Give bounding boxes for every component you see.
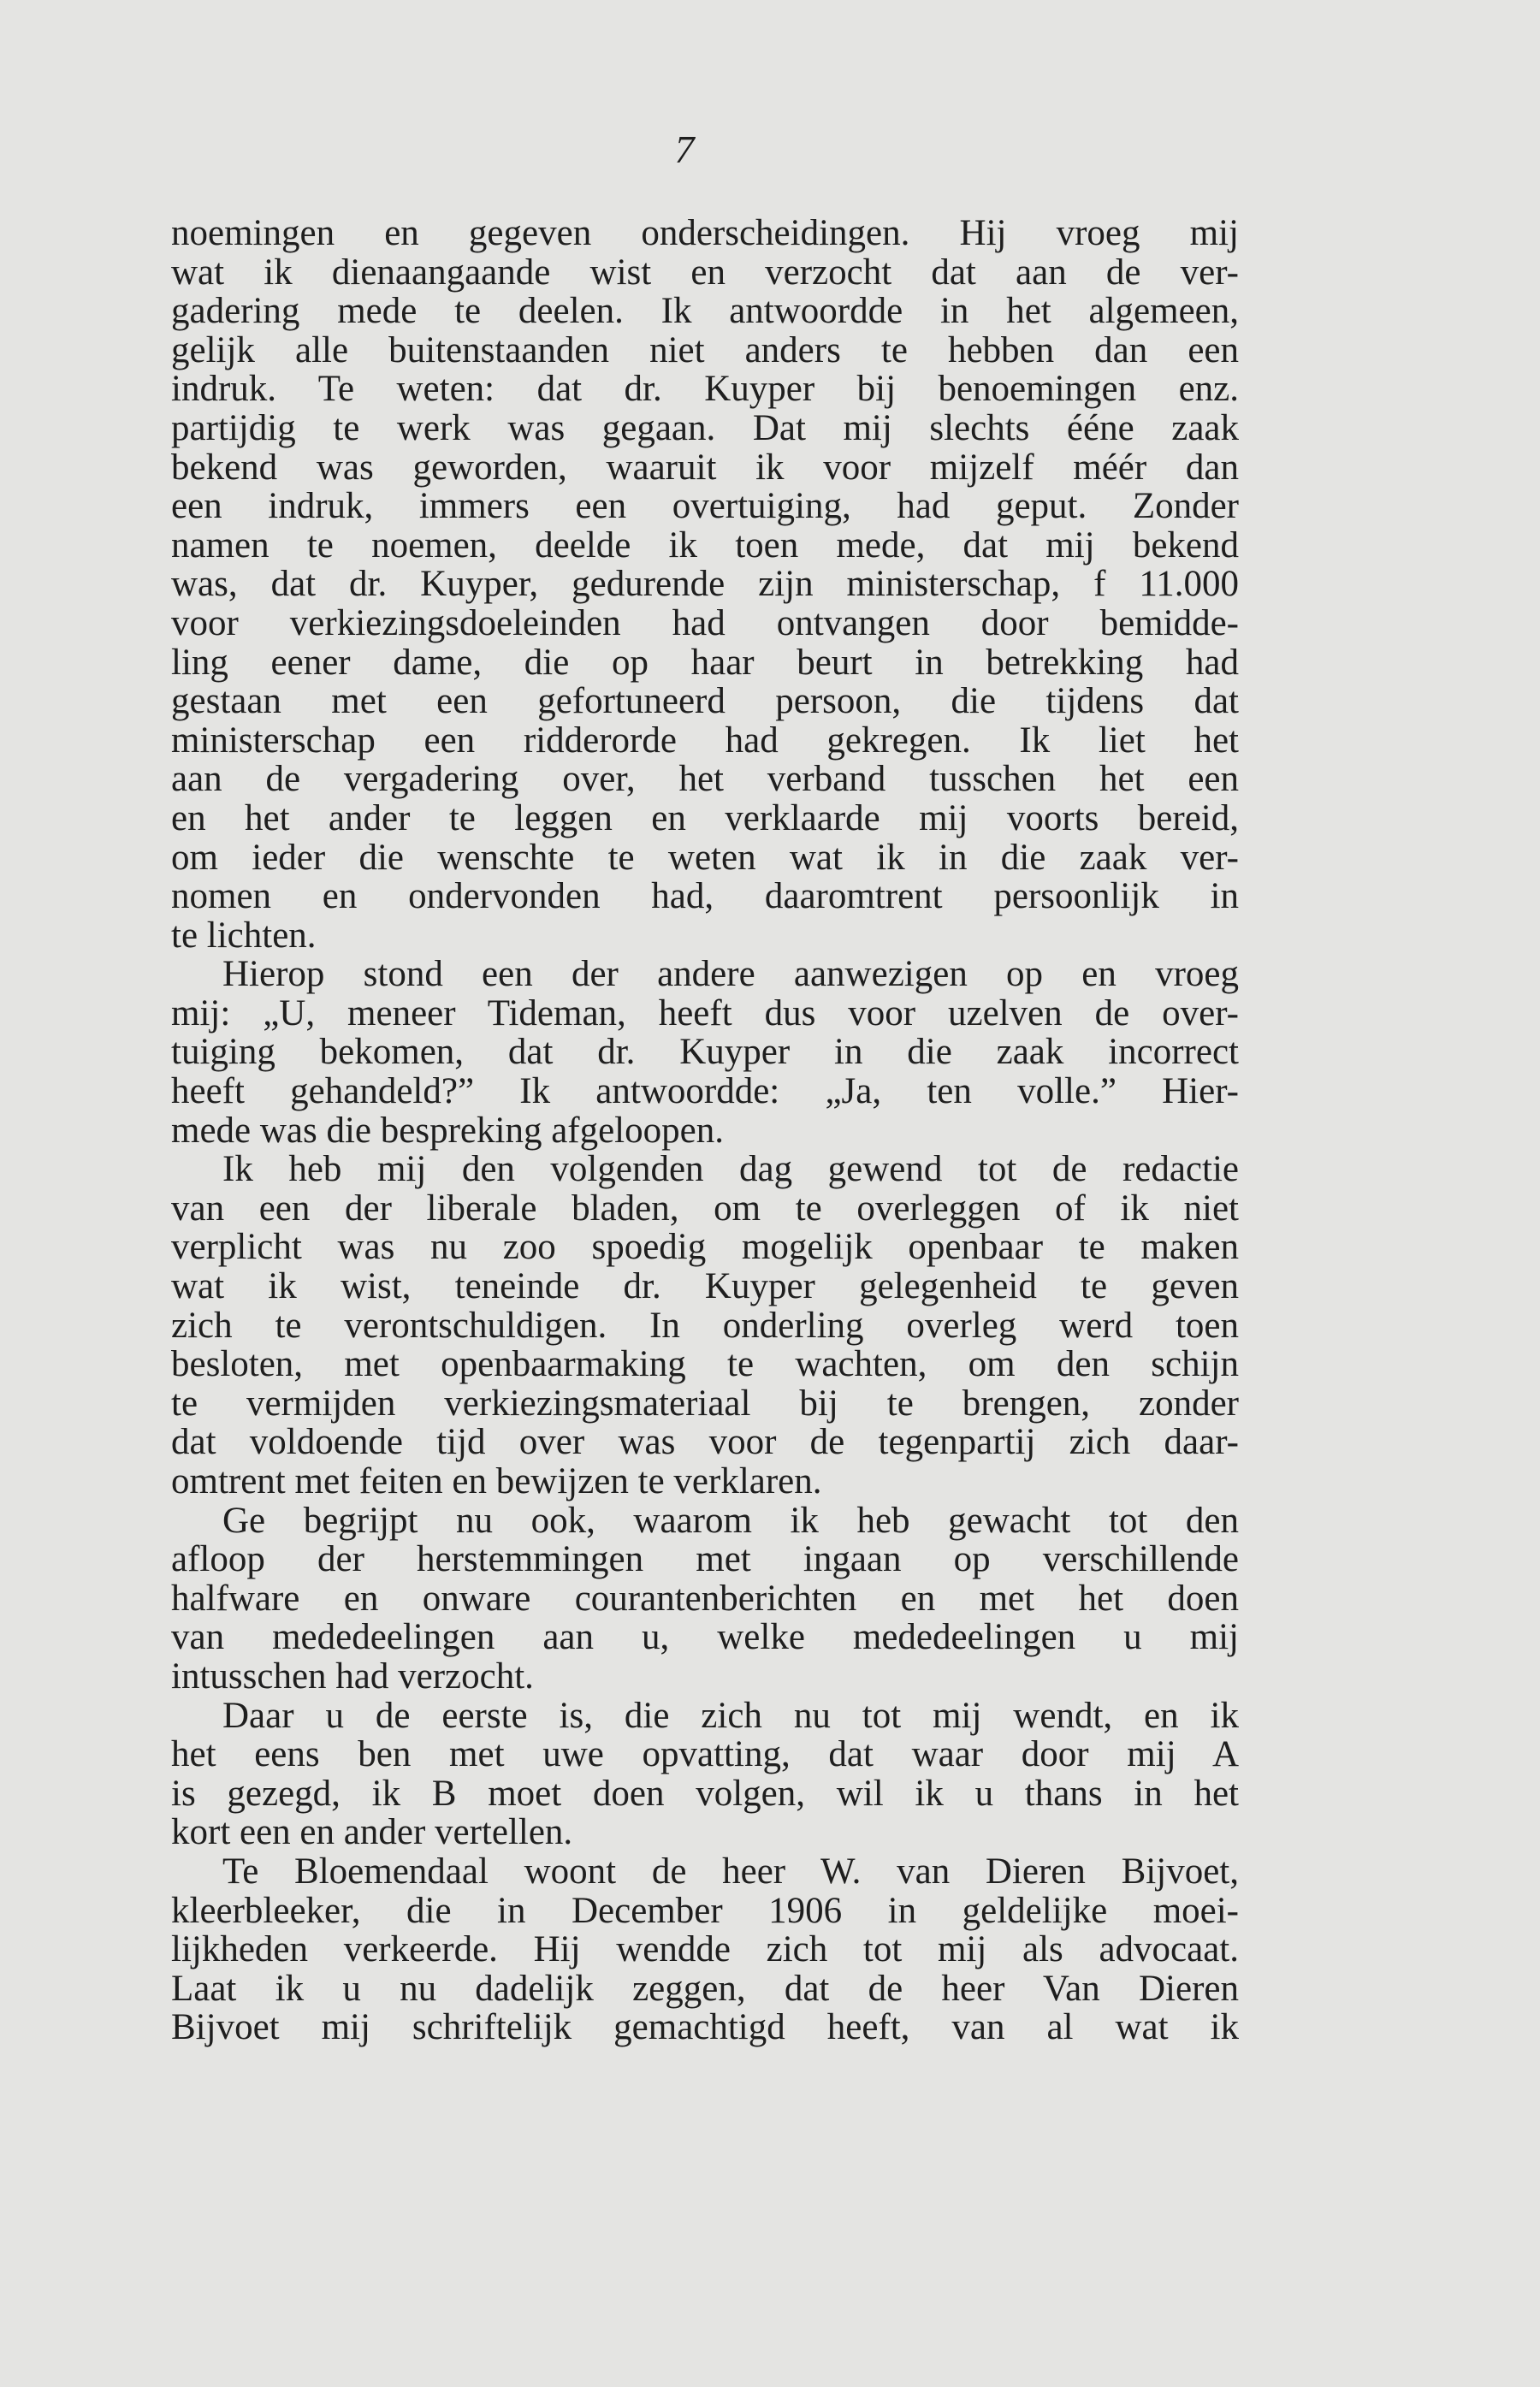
text-line: lijkheden verkeerde. Hij wendde zich tot mij als advocaat. bbox=[171, 1929, 1239, 1970]
text-line: gestaan met een gefortuneerd persoon, die tijdens dat bbox=[171, 681, 1239, 722]
text-line: Laat ik u nu dadelijk zeggen, dat de heer Van Dieren bbox=[171, 1968, 1239, 2009]
text-line: kort een en ander vertellen. bbox=[171, 1812, 573, 1853]
text-line: aan de vergadering over, het verband tusschen het een bbox=[171, 759, 1239, 800]
body-text bbox=[171, 214, 1239, 2047]
text-line: van mededeelingen aan u, welke mededeelingen u mij bbox=[171, 1617, 1239, 1658]
text-line: is gezegd, ik B moet doen volgen, wil ik u thans in het bbox=[171, 1773, 1239, 1814]
text-line: besloten, met openbaarmaking te wachten, om den schijn bbox=[171, 1344, 1239, 1385]
paragraph bbox=[171, 1852, 1239, 2047]
text-line: ministerschap een ridderorde had gekregen. Ik liet het bbox=[171, 720, 1239, 761]
text-line: verplicht was nu zoo spoedig mogelijk openbaar te maken bbox=[171, 1227, 1239, 1268]
text-line: was, dat dr. Kuyper, gedurende zijn ministerschap, f 11.000 bbox=[171, 564, 1239, 605]
text-line: noemingen en gegeven onderscheidingen. Hij vroeg mij bbox=[171, 213, 1239, 253]
text-line: om ieder die wenschte te weten wat ik in die zaak ver- bbox=[171, 837, 1239, 878]
text-line: bekend was geworden, waaruit ik voor mijzelf méér dan bbox=[171, 447, 1239, 488]
text-line: dat voldoende tijd over was voor de tegenpartij zich daar- bbox=[171, 1422, 1239, 1463]
text-line: wat ik dienaangaande wist en verzocht dat aan de ver- bbox=[171, 252, 1239, 293]
text-line: het eens ben met uwe opvatting, dat waar door mij A bbox=[171, 1734, 1239, 1775]
text-line: Daar u de eerste is, die zich nu tot mij wendt, en ik bbox=[222, 1695, 1239, 1736]
text-line: een indruk, immers een overtuiging, had geput. Zonder bbox=[171, 486, 1239, 527]
paragraph bbox=[171, 955, 1239, 1150]
paragraph bbox=[171, 1150, 1239, 1501]
text-line: nomen en ondervonden had, daaromtrent persoonlijk in bbox=[171, 876, 1239, 917]
text-line: ling eener dame, die op haar beurt in betrekking had bbox=[171, 642, 1239, 683]
text-line: te vermijden verkiezingsmateriaal bij te brengen, zonder bbox=[171, 1383, 1239, 1424]
text-line: Ge begrijpt nu ook, waarom ik heb gewacht tot den bbox=[222, 1500, 1239, 1541]
text-line: mij: „U, meneer Tideman, heeft dus voor uzelven de over- bbox=[171, 992, 1239, 1034]
text-line: Bijvoet mij schriftelijk gemachtigd heeft, van al wat ik bbox=[171, 2007, 1239, 2048]
text-line: partijdig te werk was gegaan. Dat mij slechts ééne zaak bbox=[171, 407, 1239, 448]
text-line: te lichten. bbox=[171, 915, 317, 956]
paragraph bbox=[171, 1697, 1239, 1852]
text-line: gelijk alle buitenstaanden niet anders te hebben dan een bbox=[171, 329, 1239, 370]
page-number: 7 bbox=[674, 127, 695, 171]
text-line: omtrent met feiten en bewijzen te verklaren. bbox=[171, 1461, 822, 1502]
text-line: gadering mede te deelen. Ik antwoordde in het algemeen, bbox=[171, 291, 1239, 332]
text-line: Te Bloemendaal woont de heer W. van Dieren Bijvoet, bbox=[222, 1851, 1239, 1892]
paragraph bbox=[171, 214, 1239, 955]
text-line: en het ander te leggen en verklaarde mij voorts bereid, bbox=[171, 797, 1239, 838]
text-line: halfware en onware courantenberichten en met het doen bbox=[171, 1578, 1239, 1619]
text-line: afloop der herstemmingen met ingaan op verschillende bbox=[171, 1539, 1239, 1580]
text-line: intusschen had verzocht. bbox=[171, 1656, 534, 1697]
text-line: kleerbleeker, die in December 1906 in geldelijke moei- bbox=[171, 1890, 1239, 1931]
text-line: van een der liberale bladen, om te overleggen of ik niet bbox=[171, 1188, 1239, 1229]
text-line: heeft gehandeld?” Ik antwoordde: „Ja, ten volle.” Hier- bbox=[171, 1071, 1239, 1112]
text-line: zich te verontschuldigen. In onderling overleg werd toen bbox=[171, 1305, 1239, 1346]
text-line: indruk. Te weten: dat dr. Kuyper bij benoemingen enz. bbox=[171, 369, 1239, 410]
text-line: wat ik wist, teneinde dr. Kuyper gelegenheid te geven bbox=[171, 1266, 1239, 1307]
text-line: Ik heb mij den volgenden dag gewend tot de redactie bbox=[222, 1149, 1239, 1190]
text-line: namen te noemen, deelde ik toen mede, dat mij bekend bbox=[171, 524, 1239, 566]
text-line: Hierop stond een der andere aanwezigen op en vroeg bbox=[222, 954, 1239, 995]
paragraph bbox=[171, 1502, 1239, 1697]
text-line: tuiging bekomen, dat dr. Kuyper in die zaak incorrect bbox=[171, 1032, 1239, 1073]
text-line: voor verkiezingsdoeleinden had ontvangen door bemidde- bbox=[171, 602, 1239, 643]
text-line: mede was die bespreking afgeloopen. bbox=[171, 1110, 724, 1151]
